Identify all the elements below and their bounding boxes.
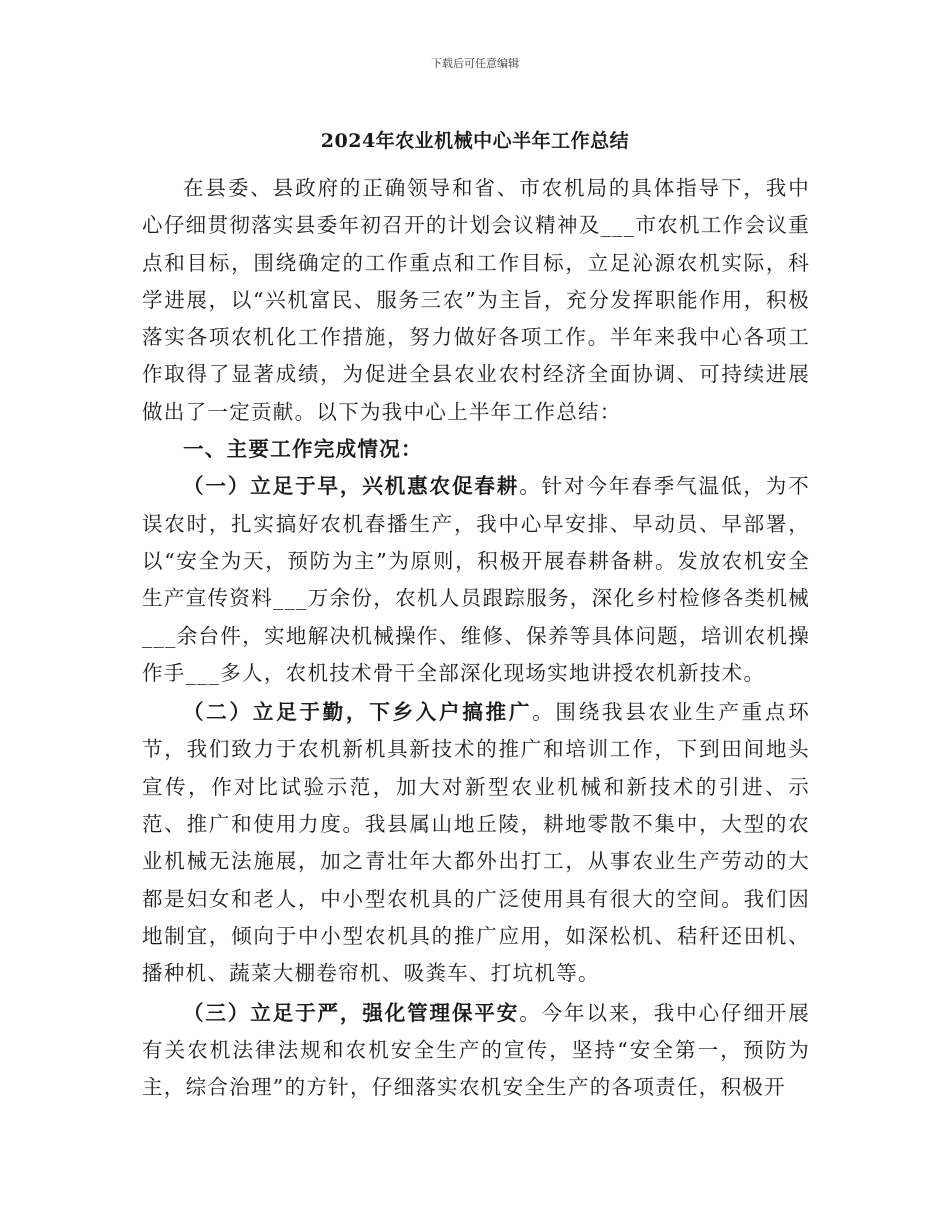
paragraph-2-text: 。围绕我县农业生产重点环节，我们致力于农机新机具新技术的推广和培训工作，下到田间地头宣传，作对比试验示范，加大对新型农业机械和新技术的引进、示范、推广和使用力度。我县属山地丘陵，耕地零散不集中，大型的农业机械无法施展，加之青壮年大都外出打工，从事农业生产劳动的大都是妇女和老人，中小型农机具的广泛使用具有很大的空间。我们因地制宜，倾向于中小型农机具的推广应用，如深松机、秸秆还田机、播种机、蔬菜大棚卷帘机、吸粪车、打坑机等。	[142, 700, 810, 986]
paragraph-3	[142, 995, 810, 1107]
paragraph-3-lead: （三）立足于严，强化管理保平安	[183, 1000, 520, 1025]
paragraph-2-lead: （二）立足于勤，下乡入户搞推广	[183, 700, 533, 725]
intro-paragraph: 在县委、县政府的正确领导和省、市农机局的具体指导下，我中心仔细贯彻落实县委年初召开的计划会议精神及___市农机工作会议重点和目标，围绕确定的工作重点和工作目标，立足沁源农机实际，科学进展，以“兴机富民、服务三农”为主旨，充分发挥职能作用，积极落实各项农机化工作措施，努力做好各项工作。半年来我中心各项工作取得了显著成绩，为促进全县农业农村经济全面协调、可持续进展做出了一定贡献。以下为我中心上半年工作总结：	[142, 176, 810, 424]
paragraph-1	[142, 468, 810, 692]
paragraph-1-lead: （一）立足于早，兴机惠农促春耕	[183, 474, 520, 499]
document-title: 2024年农业机械中心半年工作总结	[320, 130, 630, 152]
paragraph-3-text: 。今年以来，我中心仔细开展有关农机法律法规和农机安全生产的宣传，坚持“安全第一，预防为主，综合治理”的方针，仔细落实农机安全生产的各项责任，积极开	[142, 1000, 810, 1100]
header-note: 下载后可任意编辑	[431, 57, 519, 70]
document-body	[142, 170, 810, 1106]
paragraph-2	[142, 694, 810, 992]
section-heading: 一、主要工作完成情况：	[183, 437, 423, 462]
paragraph-1-text: 。针对今年春季气温低，为不误农时，扎实搞好农机春播生产，我中心早安排、早动员、早部署，以“安全为天，预防为主”为原则，积极开展春耕备耕。发放农机安全生产宣传资料___万余份，农机人员跟踪服务，深化乡村检修各类机械___余台件，实地解决机械操作、维修、保养等具体问题，培训农机操作手___多人，农机技术骨干全部深化现场实地讲授农机新技术。	[142, 474, 810, 685]
